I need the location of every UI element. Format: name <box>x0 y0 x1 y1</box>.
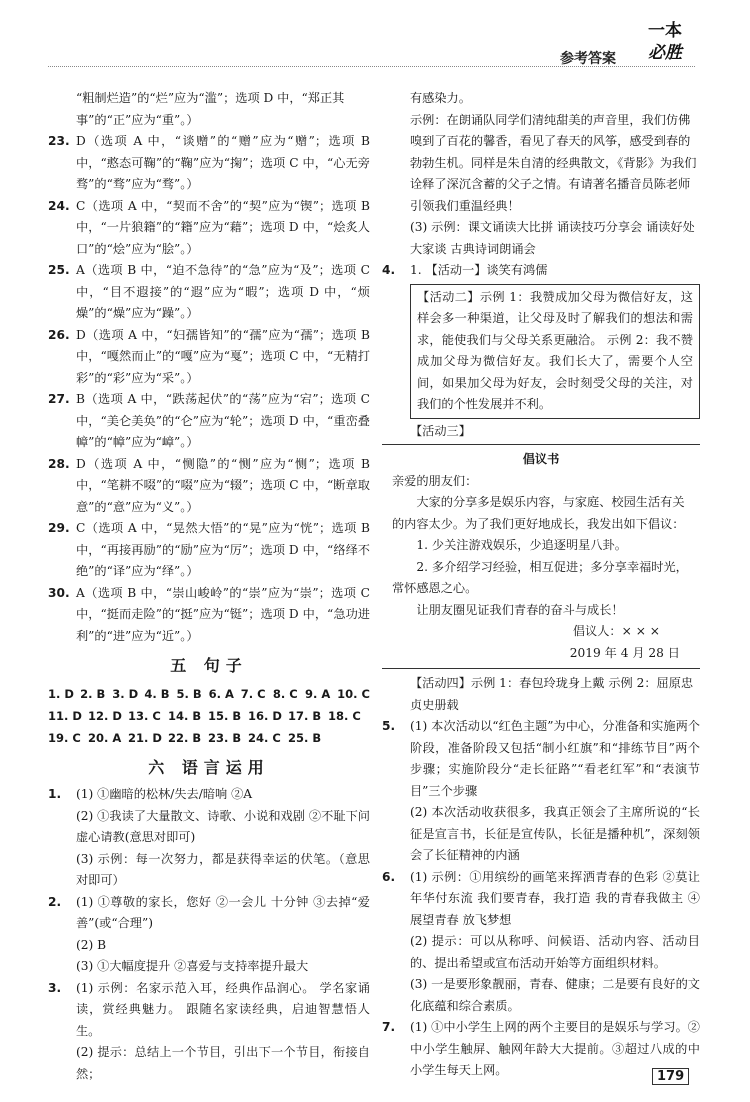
answer-cell: 3. D <box>112 686 139 701</box>
answer-29 <box>48 518 370 583</box>
answer-part: (1) 本次活动以“红色主题”为中心，分准备和实施两个阶段，准备阶段又包括“制小红旗”和“排练节目”两个步骤；实施阶段分“走长征路”“看老红军”和“表演节目”三个步骤 <box>410 719 700 798</box>
answer-cell: 23. B <box>208 730 242 745</box>
answer-30 <box>48 583 370 648</box>
answer-cell: 21. D <box>128 730 162 745</box>
answer-part: (1) ①幽暗的松林/失去/暗响 ②A <box>76 787 253 801</box>
answer-text: A（选项 B 中，“迫不急待”的“急”应为“及”；选项 C 中，“目不遐接”的“遐”应为“暇”；选项 D 中，“烦燥”的“燥”应为“躁”。） <box>76 263 370 320</box>
answer-s4 <box>382 260 700 442</box>
answer-22-tail: “粗制烂造”的“烂”应为“滥”；选项 D 中，“郑正其事”的“正”应为“重”。） <box>76 91 345 127</box>
proposal-letter <box>382 444 700 669</box>
answer-cell: 20. A <box>88 730 122 745</box>
answer-cell: 10. C <box>337 686 370 701</box>
answer-part: (2) 本次活动收获很多，我真正领会了主席所说的“长征是宣言书，长征是宣传队，长征是播种机”，深刻领会了长征精神的内涵 <box>410 805 700 862</box>
answer-part: (2) B <box>76 937 107 952</box>
letter-date: 2019 年 4 月 28 日 <box>569 645 680 660</box>
answer-27 <box>48 389 370 454</box>
page-number: 179 <box>652 1068 689 1085</box>
answer-23 <box>48 131 370 196</box>
answer-cell: 5. B <box>176 686 202 701</box>
answer-part: (3) 一是要形象靓丽，青春、健康；二是要有良好的文化底蕴和综合素质。 <box>410 977 700 1013</box>
answer-text: C（选项 A 中，“契而不舍”的“契”应为“锲”；选项 B 中，“一片狼籍”的“籍”应为“藉”；选项 D 中，“烩炙人口”的“烩”应为“脍”。） <box>76 198 370 256</box>
answer-text: A（选项 B 中，“崇山峻岭”的“崇”应为“崇”；选项 C 中，“挺而走险”的“挺”应为“铤”；选项 D 中，“急功进利”的“进”应为“近”。） <box>76 585 370 643</box>
answer-s6 <box>382 867 700 1018</box>
answer-part: (2) 提示：总结上一个节目，引出下一个节目，衔接自然； <box>76 1045 370 1081</box>
answer-part: (2) ①我读了大量散文、诗歌、小说和戏剧 ②不耻下问 虚心请教(意思对即可) <box>76 808 370 844</box>
question-number: 28. <box>48 456 70 471</box>
answer-text: D（选项 A 中，“谈赠”的“赠”应为“赠”；选项 B 中，“憨态可鞠”的“鞠”应为“掬”；选项 C 中，“心无旁骛”的“骛”应为“骛”。） <box>76 134 370 191</box>
question-number: 30. <box>48 585 70 600</box>
answer-cell: 14. B <box>168 708 202 723</box>
answer-cell: 19. C <box>48 730 81 745</box>
question-number: 4. <box>382 263 396 277</box>
section-heading-sentences: 五 句子 <box>170 656 248 675</box>
letter-greeting: 亲爱的朋友们： <box>392 473 478 488</box>
activity-two: 【活动二】示例 1：我赞成加父母为微信好友，这样会多一种渠道，让父母及时了解我们的想法和需求，能使我们与父母关系更融洽。 示例 2：我不赞成加父母为微信好友。我们长大了，需要个人空间，如果加父母为好友，会时刻受父母的关注，对我们的个性发展并不利。 <box>417 289 693 411</box>
answer-body <box>76 978 370 1086</box>
answer-cell: 9. A <box>305 686 331 701</box>
question-number: 24. <box>48 198 70 213</box>
brand-line-2: 必胜 <box>648 43 682 63</box>
answer-cell: 8. C <box>272 686 298 701</box>
answer-part: (3) 示例：每一次努力，都是获得幸运的伏笔。（意思对即可） <box>76 851 370 887</box>
answer-cell: 18. C <box>328 708 361 723</box>
answer-24 <box>48 196 370 261</box>
answer-25 <box>48 260 370 325</box>
question-number: 26. <box>48 327 70 342</box>
brand-line-1: 一本 <box>648 21 682 41</box>
answer-text: B（选项 A 中，“跌荡起伏”的“荡”应为“宕”；选项 C 中，“美仑美奂”的“仑”应为“轮”；选项 D 中，“重峦叠幛”的“幛”应为“嶂”。） <box>76 392 370 449</box>
answer-cell: 11. D <box>48 708 82 723</box>
letter-title: 倡议书 <box>522 452 560 466</box>
answer-text: D（选项 A 中，“妇孺皆知”的“孺”应为“孺”；选项 B 中，“嘎然而止”的“嘎”应为“戛”；选项 C 中，“无精打彩”的“彩”应为“采”。） <box>76 327 370 385</box>
question-number: 29. <box>48 521 70 535</box>
answer-s1 <box>48 784 370 892</box>
page-header <box>0 0 750 75</box>
answer-part: (1) ①中小学生上网的两个主要目的是娱乐与学习。②中小学生触屏、触网年龄大大提前。③超过八成的中小学生每天上网。 <box>410 1020 700 1077</box>
activity-one: 1. 【活动一】谈笑有鸿儒 <box>410 263 548 277</box>
answer-3-part3: (3) 示例：课文诵读大比拼 诵读技巧分享会 诵读好处大家谈 古典诗词朗诵会 <box>410 220 695 256</box>
answer-body <box>410 716 700 867</box>
header-label: 参考答案 <box>560 51 616 67</box>
answer-cell: 2. B <box>80 686 106 701</box>
question-number: 7. <box>382 1020 396 1034</box>
answer-3-tail: 有感染力。 <box>410 91 471 105</box>
answer-cell: 4. B <box>144 686 170 701</box>
question-number: 6. <box>382 869 396 884</box>
answer-body <box>410 260 700 442</box>
answer-part: (2) 提示：可以从称呼、问候语、活动内容、活动目的、提出希望或宣布活动开始等方面组织材料。 <box>410 934 700 970</box>
answer-body <box>76 892 370 978</box>
answer-part: (1) 示例：名家示范入耳，经典作品润心。 学名家诵读，赏经典魅力。 跟随名家读经典，启迪智慧悟人生。 <box>76 980 370 1038</box>
answer-cell: 25. B <box>288 730 322 745</box>
answer-text: D（选项 A 中，“恻隐”的“恻”应为“恻”；选项 B 中，“笔耕不啜”的“啜”应为“辍”；选项 C 中，“断章取意”的“意”应为“义”。） <box>76 456 370 514</box>
answer-cell: 17. B <box>288 708 322 723</box>
question-number: 2. <box>48 894 62 909</box>
question-number: 5. <box>382 719 396 733</box>
question-number: 1. <box>48 787 62 801</box>
letter-body: 大家的分享多是娱乐内容，与家庭、校园生活有关的内容太少。为了我们更好地成长，我发出如下倡议： <box>392 495 685 531</box>
letter-closing: 让朋友圈见证我们青春的奋斗与成长！ <box>416 602 624 617</box>
answer-text: C（选项 A 中，“晃然大悟”的“晃”应为“恍”；选项 B 中，“再接再励”的“励”应为“厉”；选项 D 中，“络绎不绝”的“译”应为“绎”。） <box>76 521 370 578</box>
question-number: 27. <box>48 392 70 406</box>
answer-body <box>76 784 370 892</box>
letter-point-2: 2. 多介绍学习经验，相互促进；多分享幸福时光，常怀感恩之心。 <box>392 559 688 595</box>
answer-cell: 15. B <box>208 708 242 723</box>
question-number: 25. <box>48 263 70 277</box>
answer-row <box>48 727 370 749</box>
letter-point-1: 1. 少关注游戏娱乐，少追逐明星八卦。 <box>416 538 627 552</box>
right-column <box>382 88 700 1082</box>
answer-cell: 13. C <box>128 708 161 723</box>
answer-s2 <box>48 892 370 978</box>
answer-part: (1) 示例：①用缤纷的画笔来挥洒青春的色彩 ②莫让年华付东流 我们要青春，我打造 我的青春我做主 ④展望青春 放飞梦想 <box>410 869 700 927</box>
answer-part: (3) ①大幅度提升 ②喜爱与支持率提升最大 <box>76 959 309 973</box>
activity-four: 【活动四】示例 1：春包玲珑身上戴 示例 2：屈原忠贞史册载 <box>410 676 694 712</box>
answer-cell: 12. D <box>88 708 122 723</box>
answer-part: (1) ①尊敬的家长，您好 ②一会儿 十分钟 ③去掉“爱善”(或“合理”) <box>76 894 370 930</box>
answer-row <box>48 683 370 705</box>
question-number: 23. <box>48 134 70 148</box>
answer-row <box>48 705 370 727</box>
answer-s3 <box>48 978 370 1086</box>
header-divider <box>48 66 695 67</box>
answer-cell: 7. C <box>240 686 266 701</box>
answer-cell: 1. D <box>48 686 74 701</box>
activity-two-box <box>410 284 700 419</box>
answer-cell: 24. C <box>248 730 281 745</box>
answer-26 <box>48 325 370 390</box>
answer-28 <box>48 454 370 519</box>
answer-cell: 6. A <box>208 686 234 701</box>
left-column <box>48 88 370 1085</box>
answer-s5 <box>382 716 700 867</box>
question-number: 3. <box>48 980 62 995</box>
answer-cell: 16. D <box>248 708 282 723</box>
activity-three: 【活动三】 <box>410 423 471 438</box>
section-heading-language-use: 六 语言运用 <box>148 757 270 777</box>
brand-logo <box>648 20 682 64</box>
letter-signature: 倡议人：× × × <box>572 624 660 638</box>
answer-body <box>410 867 700 1018</box>
answer-cell: 22. B <box>168 730 202 745</box>
answer-3-example: 示例：在朗诵队同学们清纯甜美的声音里，我们仿佛嗅到了百花的馨香，看见了春天的风筝，感受到春的勃勃生机。同样是朱自清的经典散文，《背影》为我们诠释了深沉含蓄的父子之情。有请著名播音员陈老师引领我们重温经典！ <box>410 112 697 213</box>
